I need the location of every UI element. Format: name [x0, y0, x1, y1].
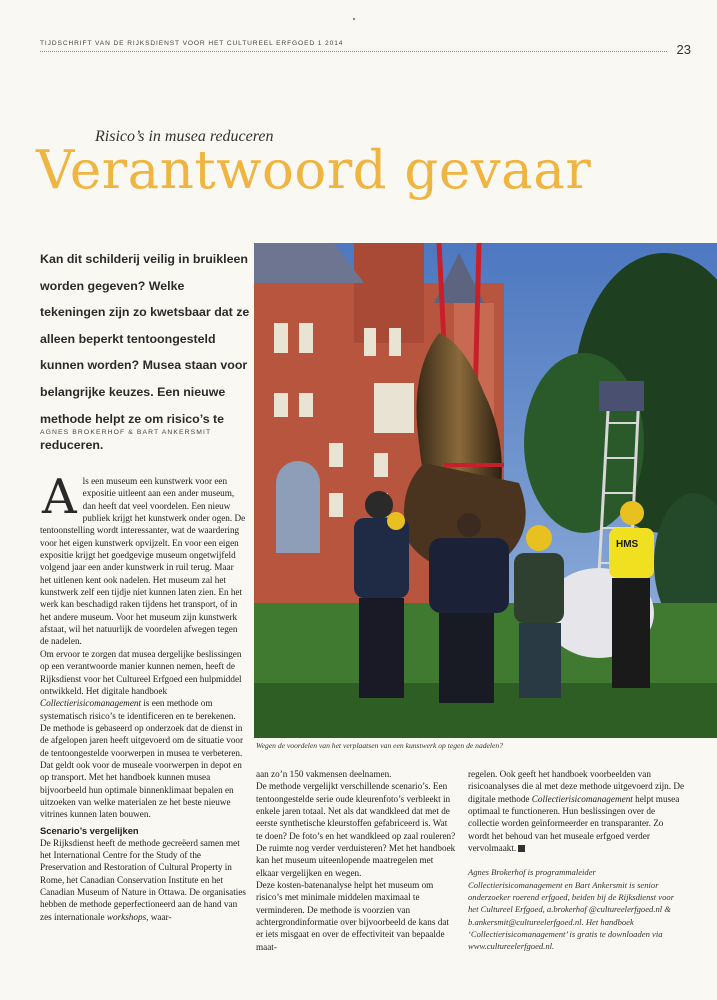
- paragraph-2-text: Om ervoor te zorgen dat musea dergelijke beslissingen op een verantwoorde manier kunnen nemen, heeft de Rijksdienst voor het Cultureel Erfgoed een hulpmiddel ontwikkeld. Het digitale handboek: [40, 648, 242, 696]
- header-rule: [40, 51, 667, 52]
- print-dot: [353, 18, 355, 20]
- article-photo: [254, 243, 717, 738]
- article-title: Verantwoord gevaar: [36, 140, 592, 201]
- paragraph-4: aan zo’n 150 vakmensen deelnamen.: [256, 769, 392, 779]
- paragraph-7: [468, 768, 686, 854]
- photo-sign-text: HMS: [616, 539, 639, 550]
- paragraph-1-text: ls een museum een kunstwerk voor een expositie uitleent aan een ander museum, dan heeft dat veel voordelen. Een nieuw publiek krijgt het kunstwerk onder ogen. De tentoonstelling wordt interessanter, wat de waardering voor het eigen kunstwerk opvijzelt. En voor een eigen expositie krijgt het goedgevige museum ongetwijfeld volgend jaar een ander kunstwerk in ruil terug. Maar het uitlenen kent ook nadelen. Het museum zal het kunstwerk zelf een tijdje niet kunnen laten zien. En het werk kan beschadigd raken tijdens het transport, of in het andere museum. Voor het museum zijn kunstwerk afstaat, wil het natuurlijk de voordelen afwegen tegen de nadelen.: [40, 476, 246, 647]
- paragraph-7-text-cont: helpt musea optimaal te functioneren. Hun beslissingen over de collectie worden geïnformeerder en transparanter. Zo wordt het behoud van het museale erfgoed verder vervolmaakt.: [468, 793, 680, 854]
- workshops-term: workshops: [106, 911, 147, 922]
- author-bio: Agnes Brokerhof is programmaleider Collectierisicomanagement en Bart Ankersmit is senior onderzoeker roerend erfgoed, beiden bij de Rijksdienst voor het Cultureel Erfgoed, a.brokerhof @cultureelerfgoed.nl & b.ankersmit@cultureelerfgoed.nl. Het handboek ‘Collectierisicomanagement’ is gratis te downloaden via www.cultureelerfgoed.nl.: [468, 867, 675, 952]
- paragraph-1: [40, 469, 247, 648]
- paragraph-3: [40, 837, 247, 923]
- paragraph-3-text: De Rijksdienst heeft de methode gecreëerd samen met het International Centre for the Study of the Preservation and Restoration of Cultural Property in Rome, het Canadian Conservation Institute en het Canadian Museum of Nature in Ottawa. De organisaties hebben de methode geperfectioneerd aan de hand van zes internationale: [40, 837, 246, 922]
- end-mark-icon: [518, 845, 525, 852]
- body-column-1: [40, 469, 247, 923]
- paragraph-2-text-cont: is een methode om systematisch risico’s te identificeren en te berekenen. De methode is gebaseerd op onderzoek dat de dienst in de afgelopen jaren heeft uitgevoerd om de situatie voor de tentoongestelde voorwerpen in musea te verbeteren. Dat geldt ook voor de museale voorwerpen in depot en op transport. Met het handboek kunnen musea bijvoorbeeld hun optimale binnenklimaat bepalen en uitzoeken van welke materialen ze het beste nieuwe vitrines kunnen laten bouwen.: [40, 698, 244, 820]
- subheading: Scenario’s vergelijken: [40, 824, 139, 836]
- photo-caption: Wegen de voordelen van het verplaatsen van een kunstwerk op tegen de nadelen?: [256, 741, 503, 750]
- body-column-2: [256, 768, 456, 953]
- running-head: TIJDSCHRIFT VAN DE RIJKSDIENST VOOR HET CULTUREEL ERFGOED 1 2014: [40, 40, 344, 47]
- article-kicker: Risico’s in musea reduceren: [95, 128, 274, 145]
- drop-cap: A: [42, 469, 77, 525]
- page-number: 23: [676, 42, 691, 57]
- handbook-title: Collectierisicomanagement: [40, 698, 142, 709]
- article-lead: Kan dit schilderij veilig in bruikleen worden gegeven? Welke tekeningen zijn zo kwetsbaar dat ze alleen beperkt tentoongesteld kunnen worden? Musea staan voor belangrijke keuzes. Een nieuwe methode helpt ze om risico’s te reduceren.: [40, 252, 250, 453]
- method-title: Collectierisicomanagement: [531, 793, 633, 804]
- paragraph-7-text: regelen. Ook geeft het handboek voorbeelden van risicoanalyses die al met deze methode uitgevoerd zijn. De digitale methode: [468, 769, 685, 804]
- paragraph-3-text-cont: , waar-: [146, 911, 172, 922]
- paragraph-6: Deze kosten-batenanalyse helpt het museum om risico’s met minimale middelen maximaal te verminderen. De methode is voorzien van achtergrondinformatie over bijvoorbeeld de kans dat er iets misgaat en over de effectiviteit van bepaalde maat-: [256, 880, 449, 952]
- article-byline: AGNES BROKERHOF & BART ANKERSMIT: [40, 429, 212, 436]
- paragraph-5: De methode vergelijkt verschillende scenario’s. Een tentoongestelde serie oude kleurenfoto’s verbleekt in enkele jaren totaal. Net als dat wandkleed dat met de eerste synthetische kleurstoffen gefabriceerd is. Wat te doen? De foto’s en het wandkleed op zaal rouleren? De ruimte nog verder verduisteren? Met het handboek kan het museum uiteenlopende maatregelen met elkaar vergelijken en wegen.: [256, 781, 456, 878]
- paragraph-2: [40, 648, 247, 821]
- body-column-3: [468, 768, 686, 952]
